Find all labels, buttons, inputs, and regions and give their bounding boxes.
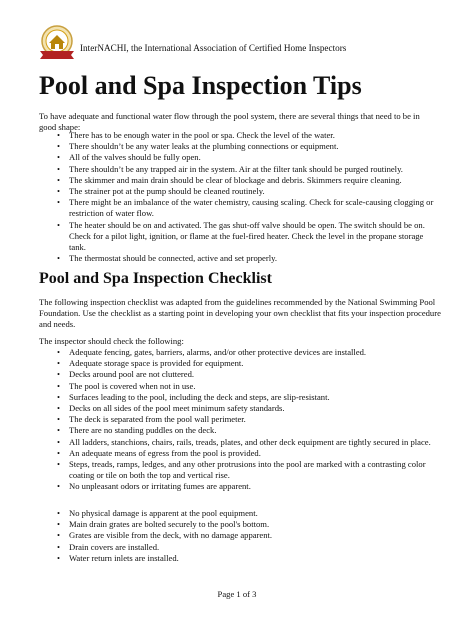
list-item: • Main drain grates are bolted securely to the pool's bottom.: [39, 519, 441, 530]
list-item: • The thermostat should be connected, active and set properly.: [39, 253, 441, 264]
list-item: • There are no standing puddles on the deck.: [39, 425, 441, 436]
list-item: • The pool is covered when not in use.: [39, 381, 441, 392]
header-org-text: InterNACHI, the International Association of Certified Home Inspectors: [80, 43, 347, 53]
list-item: • Surfaces leading to the pool, including the deck and steps, are slip-resistant.: [39, 392, 441, 403]
inspector-lead: The inspector should check the following:: [39, 336, 184, 346]
list-item: • No physical damage is apparent at the pool equipment.: [39, 508, 441, 519]
intro-paragraph: To have adequate and functional water flow through the pool system, there are several things that need to be in good shape:: [39, 111, 420, 133]
list-item: • All ladders, stanchions, chairs, rails, treads, plates, and other deck equipment are tightly secured in place.: [39, 437, 441, 448]
list-item: • Steps, treads, ramps, ledges, and any other protrusions into the pool are marked with a contrasting color coating or tile on both the top and vertical rise.: [39, 459, 441, 481]
checklist-heading: Pool and Spa Inspection Checklist: [39, 270, 272, 287]
list-item: • Grates are visible from the deck, with no damage apparent.: [39, 530, 441, 541]
list-item: • Adequate fencing, gates, barriers, alarms, and/or other protective devices are installed.: [39, 347, 441, 358]
list-item: • Adequate storage space is provided for equipment.: [39, 358, 441, 369]
list-item: • An adequate means of egress from the pool is provided.: [39, 448, 441, 459]
checklist-list-2: [39, 508, 441, 564]
checklist-list-1: [39, 347, 441, 493]
tips-list: [39, 130, 441, 264]
list-item: • No unpleasant odors or irritating fumes are apparent.: [39, 481, 441, 492]
list-item: • All of the valves should be fully open.: [39, 152, 441, 163]
list-item: • Decks on all sides of the pool meet minimum safety standards.: [39, 403, 441, 414]
list-item: • The skimmer and main drain should be clear of blockage and debris. Skimmers require cleaning.: [39, 175, 441, 186]
list-item: • Drain covers are installed.: [39, 542, 441, 553]
page-title: Pool and Spa Inspection Tips: [39, 71, 362, 100]
list-item: • The strainer pot at the pump should be cleaned routinely.: [39, 186, 441, 197]
list-item: • The deck is separated from the pool wall perimeter.: [39, 414, 441, 425]
list-item: • Decks around pool are not cluttered.: [39, 369, 441, 380]
internachi-logo: [37, 24, 77, 62]
list-item: • There might be an imbalance of the water chemistry, causing scaling. Check for scale-causing clogging or restriction of water flow.: [39, 197, 441, 219]
list-item: • The heater should be on and activated. The gas shut-off valve should be open. The switch should be on. Check for a pilot light, ignition, or flame at the fuel-fired heater. Check the level in the propane storage tank.: [39, 220, 441, 254]
list-item: • There has to be enough water in the pool or spa. Check the level of the water.: [39, 130, 441, 141]
page-footer: Page 1 of 3: [217, 589, 257, 599]
list-item: • There shouldn’t be any trapped air in the system. Air at the filter tank should be purged routinely.: [39, 164, 441, 175]
list-item: • There shouldn’t be any water leaks at the plumbing connections or equipment.: [39, 141, 441, 152]
list-item: • Water return inlets are installed.: [39, 553, 441, 564]
checklist-intro: The following inspection checklist was adapted from the guidelines recommended by the National Swimming Pool Foundation. Use the checklist as a starting point in developing your own checklist that fits your inspection procedure and needs.: [39, 297, 441, 330]
